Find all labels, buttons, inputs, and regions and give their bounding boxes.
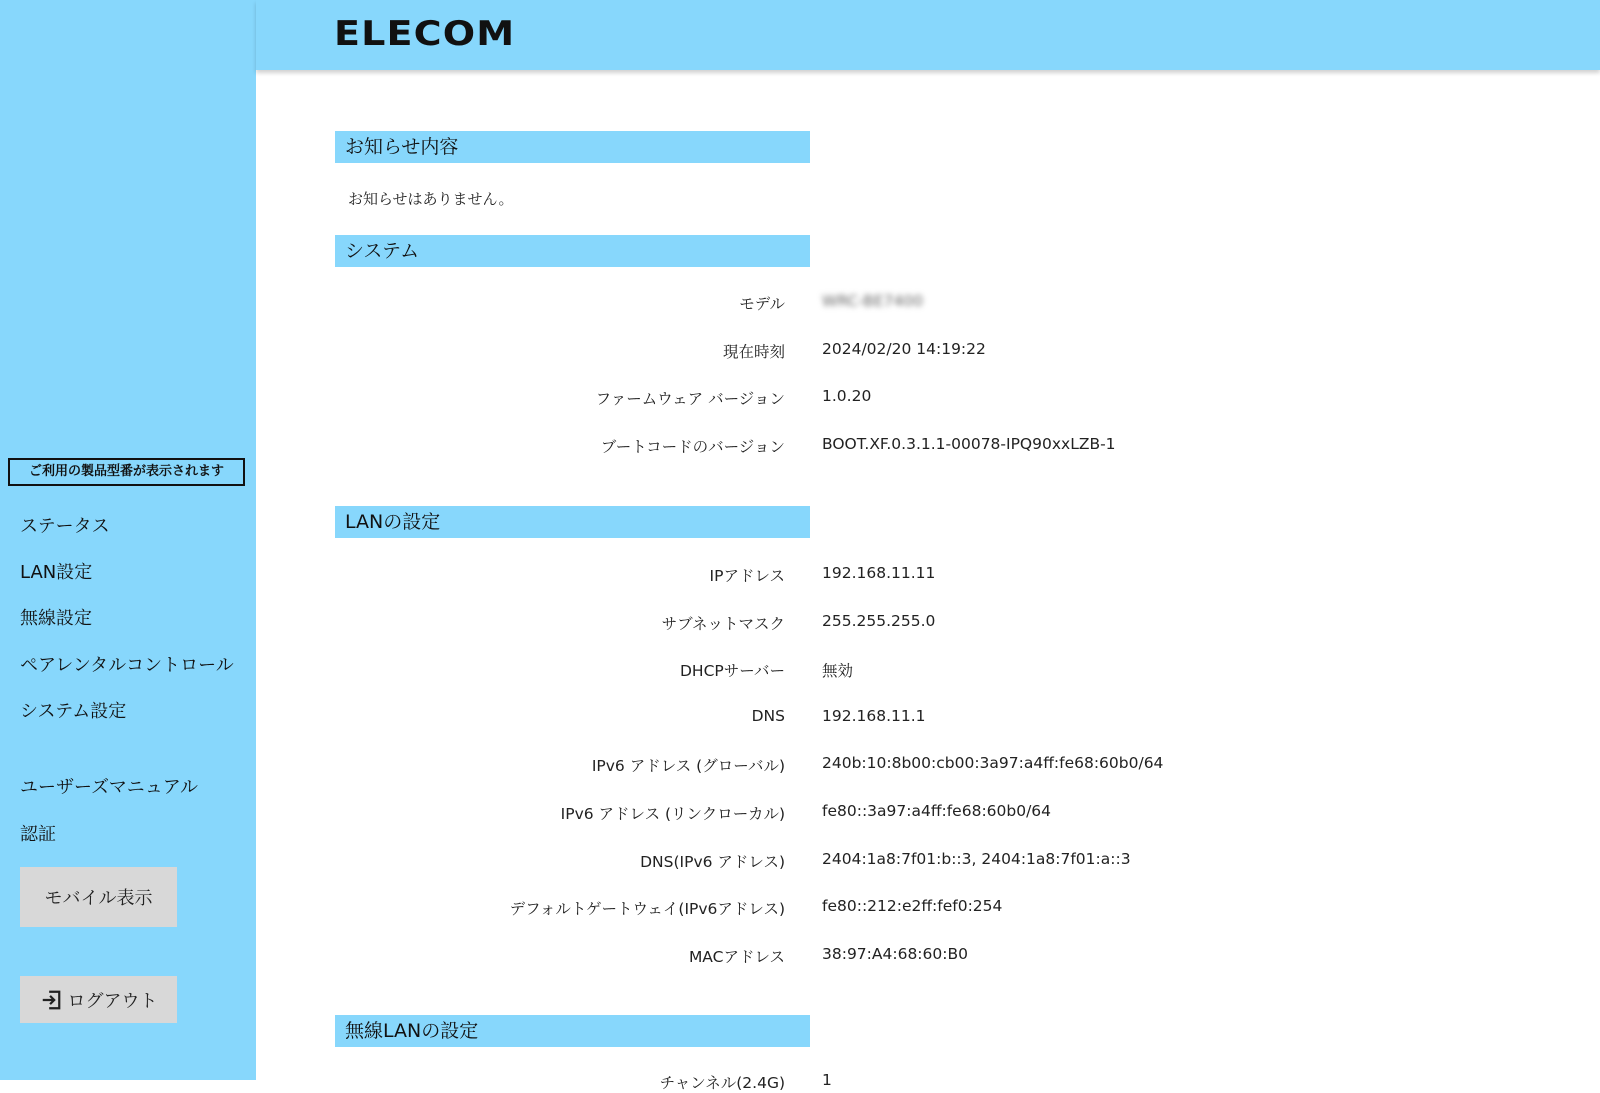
- mobile-view-label: モバイル表示: [44, 888, 153, 909]
- row-value-bootcode: BOOT.XF.0.3.1.1-00078-IPQ90xxLZB-1: [822, 435, 1116, 453]
- row-label-mac-address: MACアドレス: [688, 948, 785, 966]
- header-bar: [256, 0, 1600, 70]
- row-value-ipv6-global: 240b:10:8b00:cb00:3a97:a4ff:fe68:60b0/64: [822, 754, 1164, 772]
- nav-item-lan-settings[interactable]: LAN設定: [20, 562, 93, 583]
- notice-text: お知らせはありません。: [348, 190, 514, 208]
- row-value-mac-address: 38:97:A4:68:60:B0: [822, 945, 968, 963]
- nav-item-parental-control[interactable]: ペアレンタルコントロール: [20, 655, 234, 676]
- row-label-channel-24g: チャンネル(2.4G): [659, 1074, 785, 1092]
- row-label-firmware: ファームウェア バージョン: [595, 390, 785, 408]
- logout-button[interactable]: [20, 976, 177, 1023]
- row-label-model: モデル: [739, 295, 785, 313]
- row-value-firmware: 1.0.20: [822, 387, 872, 405]
- row-label-current-time: 現在時刻: [722, 343, 785, 361]
- section-header-system: システム: [335, 235, 810, 267]
- row-label-bootcode: ブートコードのバージョン: [600, 438, 785, 456]
- row-label-ip-address: IPアドレス: [709, 567, 785, 585]
- row-value-current-time: 2024/02/20 14:19:22: [822, 340, 986, 358]
- row-label-subnet-mask: サブネットマスク: [661, 615, 785, 633]
- row-value-ip-address: 192.168.11.11: [822, 564, 936, 582]
- mobile-view-button[interactable]: [20, 867, 177, 927]
- row-value-dns: 192.168.11.1: [822, 707, 926, 725]
- section-header-lan: LANの設定: [335, 506, 810, 538]
- nav-item-user-manual[interactable]: ユーザーズマニュアル: [20, 777, 199, 798]
- row-label-ipv6-link-local: IPv6 アドレス (リンクローカル): [560, 805, 785, 823]
- row-value-default-gateway-ipv6: fe80::212:e2ff:fef0:254: [822, 897, 1003, 915]
- elecom-logo: ELECOM: [334, 14, 516, 54]
- section-header-wireless: 無線LANの設定: [335, 1015, 810, 1047]
- row-label-dns: DNS: [751, 707, 785, 725]
- row-value-model: WRC-BE7400: [822, 292, 924, 310]
- row-value-dhcp-server: 無効: [822, 662, 854, 680]
- model-notice-box: ご利用の製品型番が表示されます: [8, 458, 245, 486]
- nav-item-status[interactable]: ステータス: [20, 516, 110, 537]
- logout-label: ログアウト: [67, 990, 158, 1012]
- row-value-channel-24g: 1: [822, 1071, 832, 1089]
- nav-item-wireless-settings[interactable]: 無線設定: [20, 608, 92, 629]
- nav-item-system-settings[interactable]: システム設定: [20, 701, 127, 722]
- section-header-notice: お知らせ内容: [335, 131, 810, 163]
- row-value-ipv6-link-local: fe80::3a97:a4ff:fe68:60b0/64: [822, 802, 1052, 820]
- sidebar: [0, 0, 256, 1080]
- row-value-subnet-mask: 255.255.255.0: [822, 612, 936, 630]
- row-label-default-gateway-ipv6: デフォルトゲートウェイ(IPv6アドレス): [509, 900, 785, 918]
- row-label-ipv6-global: IPv6 アドレス (グローバル): [591, 757, 785, 775]
- row-label-dhcp-server: DHCPサーバー: [680, 662, 785, 680]
- row-label-dns-ipv6: DNS(IPv6 アドレス): [640, 853, 785, 871]
- row-value-dns-ipv6: 2404:1a8:7f01:b::3, 2404:1a8:7f01:a::3: [822, 850, 1131, 868]
- logout-icon: [40, 989, 62, 1011]
- nav-item-certification[interactable]: 認証: [20, 824, 56, 845]
